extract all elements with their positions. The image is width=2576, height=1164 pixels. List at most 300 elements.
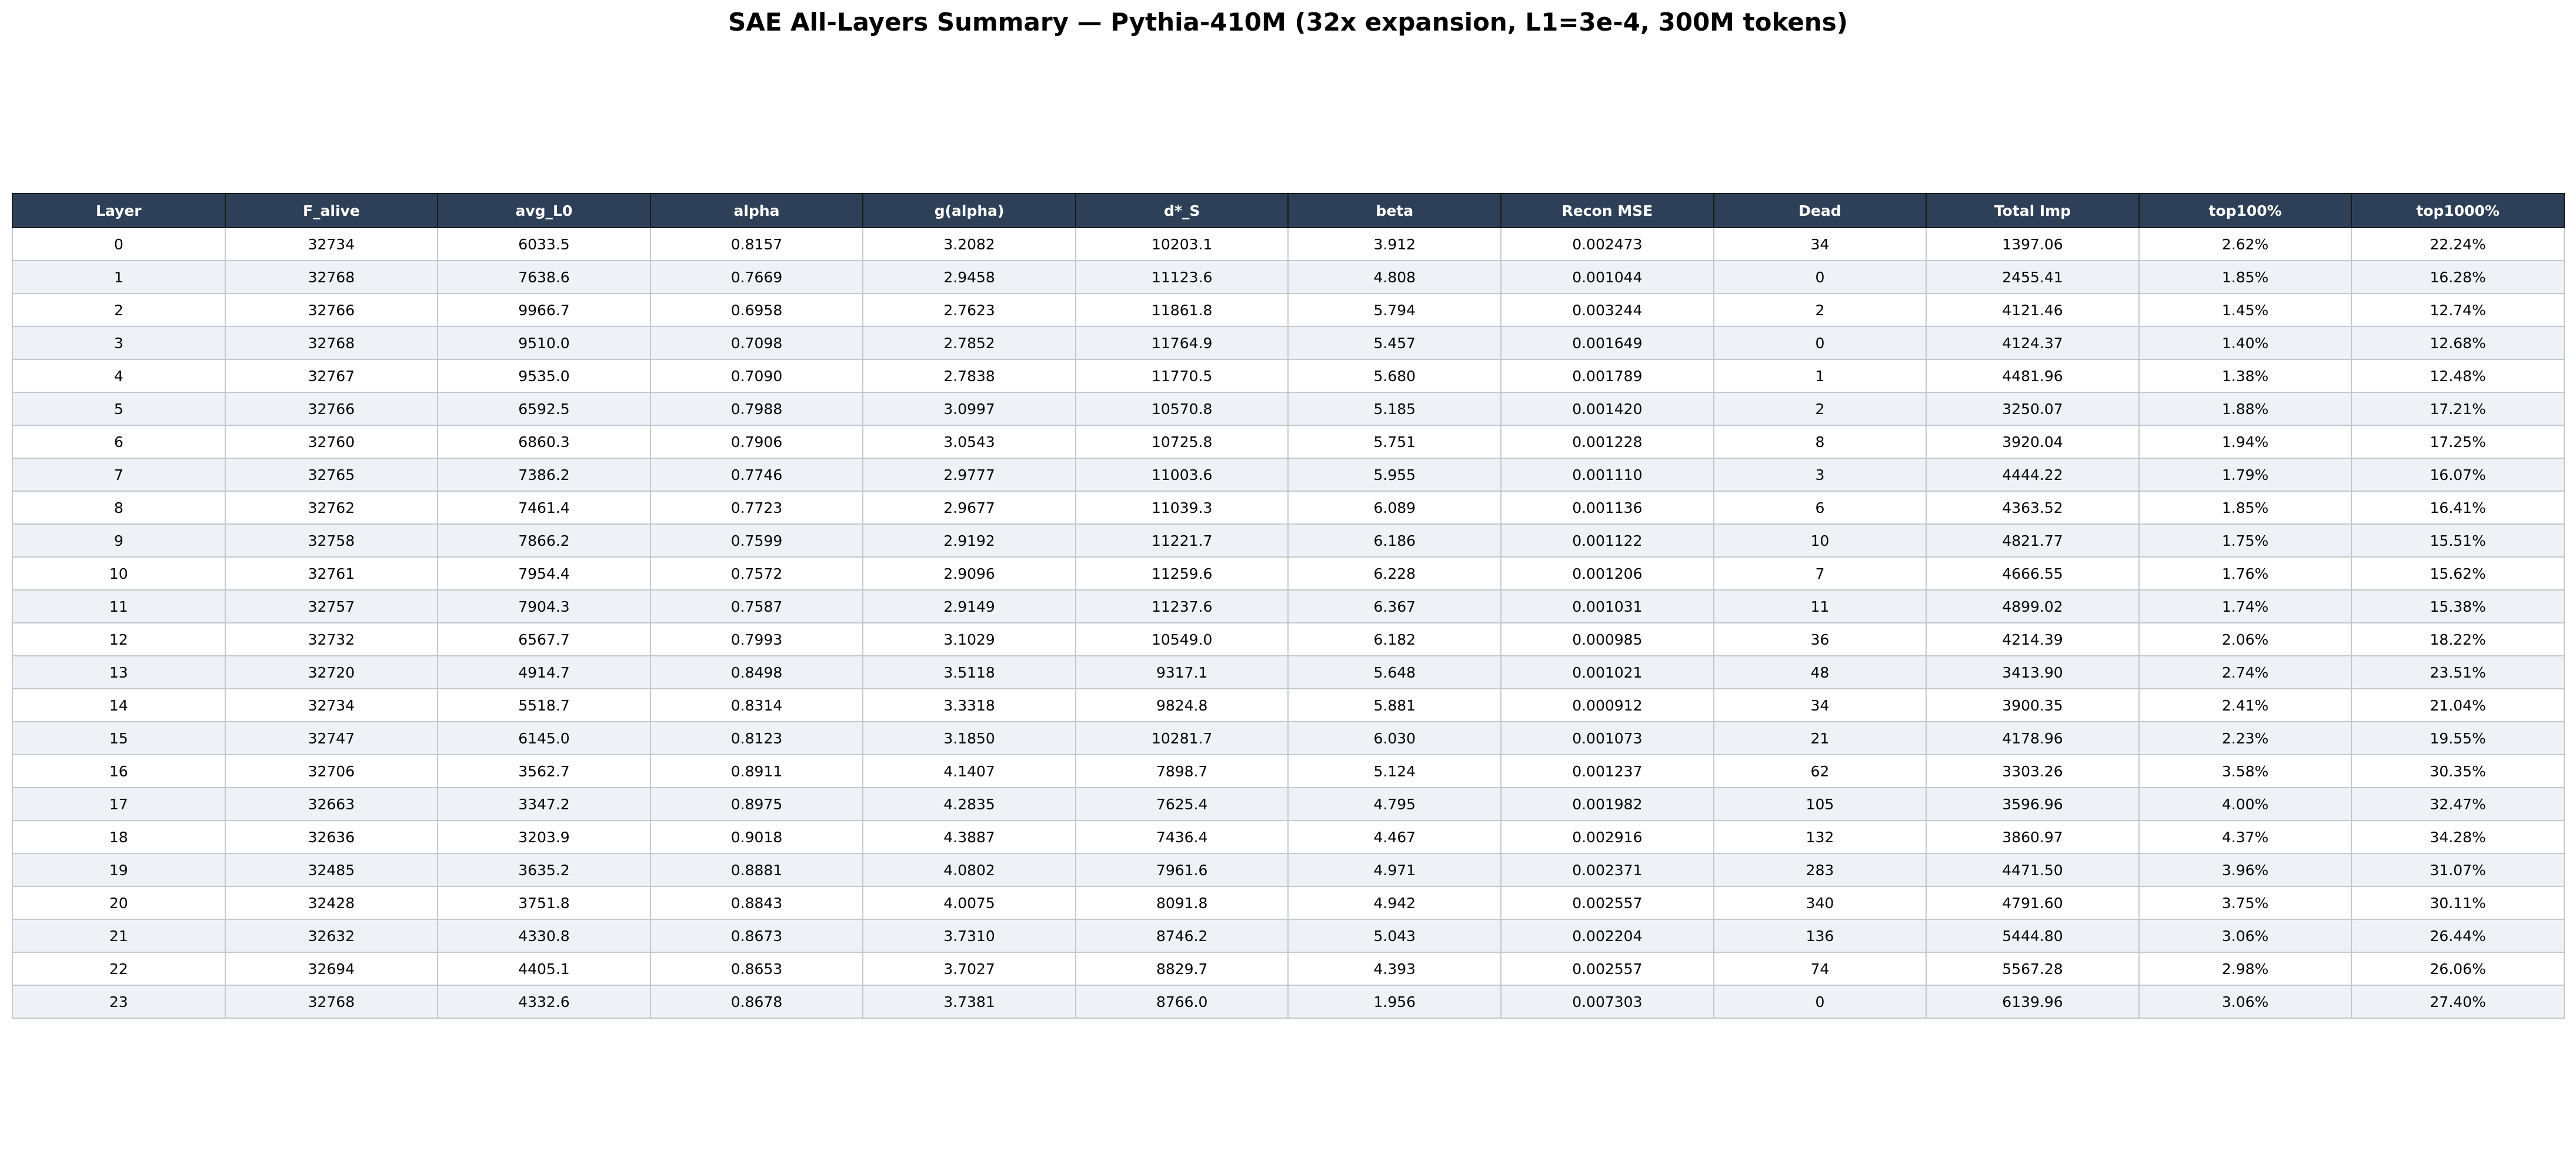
table-cell-top1000: 30.35% [2351,755,2564,788]
table-cell-f-alive: 32768 [225,326,438,359]
table-cell-d-s: 8091.8 [1076,886,1289,919]
table-cell-g-alpha: 2.9149 [863,590,1076,623]
table-cell-d-s: 10203.1 [1076,228,1289,261]
table-row [12,952,2564,985]
table-cell-recon-mse: 0.002557 [1501,952,1714,985]
table-cell-total-imp: 4821.77 [1926,524,2139,557]
table-cell-avg-l0: 7866.2 [438,524,650,557]
table-cell-top100: 4.37% [2139,821,2352,853]
table-cell-recon-mse: 0.002371 [1501,853,1714,886]
table-cell-avg-l0: 7461.4 [438,491,650,524]
table-cell-g-alpha: 3.7310 [863,919,1076,952]
table-cell-top100: 1.38% [2139,359,2352,392]
table-cell-top100: 3.75% [2139,886,2352,919]
table-cell-beta: 6.367 [1288,590,1501,623]
table-cell-recon-mse: 0.001982 [1501,788,1714,821]
table-cell-f-alive: 32762 [225,491,438,524]
table-cell-beta: 5.680 [1288,359,1501,392]
table-cell-d-s: 7961.6 [1076,853,1289,886]
table-cell-alpha: 0.8911 [650,755,863,788]
table-cell-top100: 3.96% [2139,853,2352,886]
table-cell-recon-mse: 0.001649 [1501,326,1714,359]
table-cell-alpha: 0.7098 [650,326,863,359]
table-cell-top1000: 17.21% [2351,392,2564,425]
table-cell-f-alive: 32757 [225,590,438,623]
table-cell-top1000: 12.74% [2351,293,2564,326]
table-row [12,228,2564,261]
table-cell-alpha: 0.6958 [650,293,863,326]
table-cell-g-alpha: 4.2835 [863,788,1076,821]
table-cell-f-alive: 32720 [225,656,438,689]
table-cell-recon-mse: 0.000985 [1501,623,1714,656]
table-cell-d-s: 11770.5 [1076,359,1289,392]
table-cell-avg-l0: 4914.7 [438,656,650,689]
table-cell-g-alpha: 3.7027 [863,952,1076,985]
table-cell-total-imp: 6139.96 [1926,985,2139,1018]
table-cell-top1000: 12.48% [2351,359,2564,392]
table-cell-total-imp: 3413.90 [1926,656,2139,689]
column-header-d-s: d*_S [1076,194,1289,228]
table-cell-dead: 34 [1714,689,1927,722]
table-cell-layer: 19 [12,853,225,886]
table-cell-beta: 4.393 [1288,952,1501,985]
table-cell-top1000: 26.44% [2351,919,2564,952]
table-row [12,985,2564,1018]
table-cell-avg-l0: 9966.7 [438,293,650,326]
table-cell-total-imp: 3860.97 [1926,821,2139,853]
table-cell-dead: 0 [1714,985,1927,1018]
table-cell-top100: 1.76% [2139,557,2352,590]
table-cell-layer: 9 [12,524,225,557]
table-cell-f-alive: 32765 [225,458,438,491]
table-cell-dead: 11 [1714,590,1927,623]
table-cell-alpha: 0.7572 [650,557,863,590]
table-cell-total-imp: 3596.96 [1926,788,2139,821]
table-cell-recon-mse: 0.001031 [1501,590,1714,623]
table-row [12,788,2564,821]
table-cell-layer: 12 [12,623,225,656]
table-row [12,524,2564,557]
table-cell-d-s: 11764.9 [1076,326,1289,359]
table-row [12,755,2564,788]
table-cell-dead: 62 [1714,755,1927,788]
table-cell-total-imp: 4178.96 [1926,722,2139,755]
table-cell-top100: 1.75% [2139,524,2352,557]
table-cell-g-alpha: 3.5118 [863,656,1076,689]
table-cell-dead: 1 [1714,359,1927,392]
table-cell-top1000: 16.41% [2351,491,2564,524]
table-cell-alpha: 0.8498 [650,656,863,689]
table-cell-avg-l0: 4405.1 [438,952,650,985]
table-cell-top1000: 26.06% [2351,952,2564,985]
table-cell-recon-mse: 0.001789 [1501,359,1714,392]
table-cell-beta: 5.794 [1288,293,1501,326]
column-header-layer: Layer [12,194,225,228]
table-cell-d-s: 11259.6 [1076,557,1289,590]
table-cell-d-s: 11237.6 [1076,590,1289,623]
table-cell-dead: 2 [1714,392,1927,425]
table-cell-d-s: 7898.7 [1076,755,1289,788]
table-cell-g-alpha: 3.0543 [863,425,1076,458]
table-cell-alpha: 0.7587 [650,590,863,623]
table-cell-top1000: 18.22% [2351,623,2564,656]
table-cell-d-s: 10281.7 [1076,722,1289,755]
table-cell-f-alive: 32734 [225,689,438,722]
table-cell-beta: 4.467 [1288,821,1501,853]
table-cell-alpha: 0.8881 [650,853,863,886]
table-cell-recon-mse: 0.001073 [1501,722,1714,755]
table-cell-dead: 283 [1714,853,1927,886]
table-cell-avg-l0: 6567.7 [438,623,650,656]
table-cell-g-alpha: 2.7623 [863,293,1076,326]
table-row [12,722,2564,755]
table-cell-top100: 1.88% [2139,392,2352,425]
table-cell-top1000: 32.47% [2351,788,2564,821]
table-cell-f-alive: 32768 [225,985,438,1018]
table-cell-top100: 1.85% [2139,491,2352,524]
table-cell-layer: 11 [12,590,225,623]
table-cell-recon-mse: 0.001237 [1501,755,1714,788]
table-cell-d-s: 10725.8 [1076,425,1289,458]
table-cell-avg-l0: 9535.0 [438,359,650,392]
table-cell-dead: 132 [1714,821,1927,853]
table-cell-top1000: 31.07% [2351,853,2564,886]
table-cell-f-alive: 32428 [225,886,438,919]
table-cell-alpha: 0.8314 [650,689,863,722]
table-cell-g-alpha: 2.9777 [863,458,1076,491]
table-cell-f-alive: 32761 [225,557,438,590]
table-cell-top100: 1.85% [2139,261,2352,293]
table-cell-f-alive: 32768 [225,261,438,293]
table-row [12,821,2564,853]
table-cell-f-alive: 32636 [225,821,438,853]
table-cell-top100: 2.62% [2139,228,2352,261]
table-cell-beta: 5.457 [1288,326,1501,359]
table-row [12,919,2564,952]
table-cell-g-alpha: 4.0802 [863,853,1076,886]
table-cell-total-imp: 2455.41 [1926,261,2139,293]
table-cell-layer: 16 [12,755,225,788]
table-cell-alpha: 0.7669 [650,261,863,293]
table-cell-top100: 1.40% [2139,326,2352,359]
table-cell-dead: 340 [1714,886,1927,919]
table-cell-beta: 1.956 [1288,985,1501,1018]
table-cell-total-imp: 4899.02 [1926,590,2139,623]
table-cell-total-imp: 4481.96 [1926,359,2139,392]
table-cell-dead: 36 [1714,623,1927,656]
table-cell-dead: 48 [1714,656,1927,689]
table-row [12,886,2564,919]
table-cell-f-alive: 32747 [225,722,438,755]
table-cell-alpha: 0.8653 [650,952,863,985]
table-row [12,458,2564,491]
table-cell-dead: 8 [1714,425,1927,458]
table-cell-dead: 21 [1714,722,1927,755]
table-cell-top100: 2.41% [2139,689,2352,722]
table-cell-f-alive: 32767 [225,359,438,392]
table-cell-beta: 6.228 [1288,557,1501,590]
table-row [12,853,2564,886]
table-cell-top100: 2.23% [2139,722,2352,755]
table-cell-recon-mse: 0.007303 [1501,985,1714,1018]
table-cell-top100: 1.45% [2139,293,2352,326]
table-cell-top100: 3.58% [2139,755,2352,788]
table-cell-alpha: 0.7723 [650,491,863,524]
table-row [12,425,2564,458]
table-cell-alpha: 0.7988 [650,392,863,425]
table-cell-avg-l0: 4330.8 [438,919,650,952]
table-cell-dead: 2 [1714,293,1927,326]
table-cell-d-s: 9317.1 [1076,656,1289,689]
table-cell-top1000: 27.40% [2351,985,2564,1018]
table-cell-g-alpha: 2.7852 [863,326,1076,359]
table-cell-top1000: 21.04% [2351,689,2564,722]
table-cell-total-imp: 5444.80 [1926,919,2139,952]
table-cell-recon-mse: 0.001420 [1501,392,1714,425]
column-header-top100: top100% [2139,194,2352,228]
table-cell-beta: 5.185 [1288,392,1501,425]
table-cell-beta: 4.795 [1288,788,1501,821]
table-cell-top100: 1.74% [2139,590,2352,623]
summary-table [12,193,2565,1019]
table-cell-alpha: 0.8975 [650,788,863,821]
table-cell-total-imp: 4214.39 [1926,623,2139,656]
table-cell-d-s: 10549.0 [1076,623,1289,656]
table-row [12,359,2564,392]
table-cell-alpha: 0.9018 [650,821,863,853]
table-cell-g-alpha: 4.1407 [863,755,1076,788]
table-cell-top100: 1.94% [2139,425,2352,458]
table-cell-f-alive: 32758 [225,524,438,557]
table-cell-dead: 0 [1714,326,1927,359]
table-cell-beta: 6.186 [1288,524,1501,557]
table-row [12,261,2564,293]
table-cell-beta: 4.971 [1288,853,1501,886]
table-cell-avg-l0: 3751.8 [438,886,650,919]
table-cell-d-s: 10570.8 [1076,392,1289,425]
table-cell-alpha: 0.7993 [650,623,863,656]
table-cell-beta: 6.089 [1288,491,1501,524]
table-cell-total-imp: 5567.28 [1926,952,2139,985]
table-cell-beta: 5.881 [1288,689,1501,722]
table-cell-d-s: 11861.8 [1076,293,1289,326]
table-cell-avg-l0: 7904.3 [438,590,650,623]
table-cell-d-s: 8766.0 [1076,985,1289,1018]
table-cell-alpha: 0.7746 [650,458,863,491]
table-cell-top100: 1.79% [2139,458,2352,491]
table-cell-total-imp: 4444.22 [1926,458,2139,491]
table-row [12,293,2564,326]
table-cell-d-s: 11003.6 [1076,458,1289,491]
table-cell-total-imp: 4363.52 [1926,491,2139,524]
table-cell-beta: 5.043 [1288,919,1501,952]
table-cell-top100: 2.06% [2139,623,2352,656]
column-header-top1000: top1000% [2351,194,2564,228]
table-cell-top1000: 19.55% [2351,722,2564,755]
table-cell-total-imp: 4791.60 [1926,886,2139,919]
table-cell-top1000: 15.38% [2351,590,2564,623]
table-body [12,228,2564,1018]
table-row [12,689,2564,722]
table-cell-alpha: 0.7906 [650,425,863,458]
table-cell-layer: 7 [12,458,225,491]
table-cell-d-s: 8746.2 [1076,919,1289,952]
table-cell-recon-mse: 0.002473 [1501,228,1714,261]
column-header-recon-mse: Recon MSE [1501,194,1714,228]
table-cell-total-imp: 3920.04 [1926,425,2139,458]
table-row [12,326,2564,359]
table-cell-beta: 6.030 [1288,722,1501,755]
table-cell-f-alive: 32632 [225,919,438,952]
table-cell-layer: 23 [12,985,225,1018]
table-cell-avg-l0: 6592.5 [438,392,650,425]
table-cell-beta: 6.182 [1288,623,1501,656]
table-cell-f-alive: 32734 [225,228,438,261]
table-cell-total-imp: 3900.35 [1926,689,2139,722]
table-cell-recon-mse: 0.002204 [1501,919,1714,952]
column-header-total-imp: Total Imp [1926,194,2139,228]
table-cell-total-imp: 3303.26 [1926,755,2139,788]
table-cell-g-alpha: 3.3318 [863,689,1076,722]
table-cell-total-imp: 4471.50 [1926,853,2139,886]
table-cell-top1000: 17.25% [2351,425,2564,458]
table-cell-top1000: 30.11% [2351,886,2564,919]
table-cell-top1000: 34.28% [2351,821,2564,853]
table-cell-avg-l0: 9510.0 [438,326,650,359]
table-cell-f-alive: 32766 [225,293,438,326]
table-cell-g-alpha: 4.3887 [863,821,1076,853]
table-cell-recon-mse: 0.002916 [1501,821,1714,853]
table-cell-layer: 13 [12,656,225,689]
table-cell-layer: 17 [12,788,225,821]
table-cell-beta: 5.648 [1288,656,1501,689]
table-cell-f-alive: 32706 [225,755,438,788]
table-cell-layer: 20 [12,886,225,919]
table-cell-dead: 6 [1714,491,1927,524]
table-cell-alpha: 0.8123 [650,722,863,755]
table-cell-top1000: 16.07% [2351,458,2564,491]
column-header-alpha: alpha [650,194,863,228]
table-cell-dead: 136 [1714,919,1927,952]
table-cell-f-alive: 32485 [225,853,438,886]
table-cell-layer: 15 [12,722,225,755]
table-cell-layer: 5 [12,392,225,425]
table-cell-f-alive: 32760 [225,425,438,458]
table-cell-layer: 22 [12,952,225,985]
table-cell-top1000: 12.68% [2351,326,2564,359]
table-cell-g-alpha: 4.0075 [863,886,1076,919]
table-cell-recon-mse: 0.001021 [1501,656,1714,689]
table-cell-avg-l0: 4332.6 [438,985,650,1018]
table-cell-alpha: 0.8678 [650,985,863,1018]
table-cell-beta: 5.124 [1288,755,1501,788]
table-cell-top1000: 15.51% [2351,524,2564,557]
table-cell-dead: 0 [1714,261,1927,293]
summary-table-container [12,193,2565,1019]
table-cell-recon-mse: 0.002557 [1501,886,1714,919]
table-header [12,194,2564,228]
table-cell-layer: 6 [12,425,225,458]
table-cell-alpha: 0.8843 [650,886,863,919]
table-cell-top100: 2.98% [2139,952,2352,985]
table-cell-g-alpha: 3.2082 [863,228,1076,261]
table-cell-f-alive: 32766 [225,392,438,425]
table-cell-g-alpha: 2.9096 [863,557,1076,590]
table-cell-top100: 4.00% [2139,788,2352,821]
table-cell-d-s: 11221.7 [1076,524,1289,557]
table-cell-g-alpha: 3.7381 [863,985,1076,1018]
table-cell-top1000: 23.51% [2351,656,2564,689]
table-cell-g-alpha: 3.1029 [863,623,1076,656]
table-cell-f-alive: 32694 [225,952,438,985]
table-cell-dead: 34 [1714,228,1927,261]
table-cell-recon-mse: 0.000912 [1501,689,1714,722]
table-cell-avg-l0: 6145.0 [438,722,650,755]
header-row [12,194,2564,228]
table-cell-alpha: 0.7090 [650,359,863,392]
table-cell-avg-l0: 7638.6 [438,261,650,293]
table-cell-d-s: 8829.7 [1076,952,1289,985]
table-cell-avg-l0: 7386.2 [438,458,650,491]
table-cell-top100: 2.74% [2139,656,2352,689]
table-row [12,491,2564,524]
table-cell-avg-l0: 3347.2 [438,788,650,821]
table-cell-avg-l0: 3203.9 [438,821,650,853]
table-row [12,392,2564,425]
table-cell-g-alpha: 2.9677 [863,491,1076,524]
table-cell-dead: 7 [1714,557,1927,590]
table-cell-recon-mse: 0.001228 [1501,425,1714,458]
table-cell-total-imp: 3250.07 [1926,392,2139,425]
table-cell-dead: 105 [1714,788,1927,821]
table-cell-layer: 18 [12,821,225,853]
table-row [12,557,2564,590]
table-cell-dead: 10 [1714,524,1927,557]
column-header-beta: beta [1288,194,1501,228]
table-cell-dead: 3 [1714,458,1927,491]
table-row [12,656,2564,689]
table-cell-layer: 8 [12,491,225,524]
table-cell-top1000: 22.24% [2351,228,2564,261]
table-cell-layer: 2 [12,293,225,326]
table-cell-g-alpha: 2.9192 [863,524,1076,557]
table-cell-top1000: 15.62% [2351,557,2564,590]
table-cell-d-s: 7436.4 [1076,821,1289,853]
table-row [12,590,2564,623]
table-cell-alpha: 0.8157 [650,228,863,261]
table-cell-top1000: 16.28% [2351,261,2564,293]
table-cell-avg-l0: 5518.7 [438,689,650,722]
table-cell-beta: 4.942 [1288,886,1501,919]
table-cell-total-imp: 4124.37 [1926,326,2139,359]
table-cell-f-alive: 32732 [225,623,438,656]
table-cell-d-s: 9824.8 [1076,689,1289,722]
table-cell-layer: 0 [12,228,225,261]
table-cell-d-s: 11123.6 [1076,261,1289,293]
table-cell-d-s: 11039.3 [1076,491,1289,524]
table-cell-avg-l0: 6033.5 [438,228,650,261]
table-cell-avg-l0: 3562.7 [438,755,650,788]
table-cell-d-s: 7625.4 [1076,788,1289,821]
column-header-f-alive: F_alive [225,194,438,228]
table-cell-recon-mse: 0.001122 [1501,524,1714,557]
table-cell-g-alpha: 2.9458 [863,261,1076,293]
table-cell-g-alpha: 2.7838 [863,359,1076,392]
table-cell-g-alpha: 3.1850 [863,722,1076,755]
table-cell-top100: 3.06% [2139,919,2352,952]
table-cell-beta: 5.955 [1288,458,1501,491]
table-cell-layer: 3 [12,326,225,359]
